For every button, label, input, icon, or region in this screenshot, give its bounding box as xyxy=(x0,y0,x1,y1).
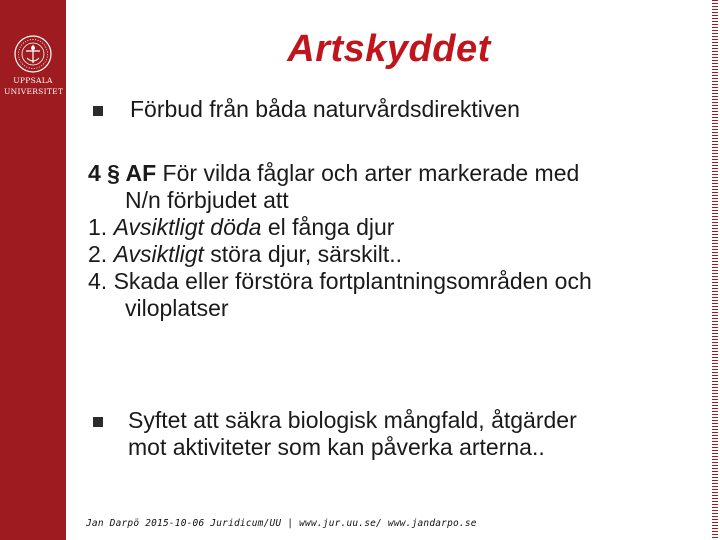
list-item-1-number: 1. xyxy=(88,214,114,240)
bullet-1-text: Förbud från båda naturvårdsdirektiven xyxy=(130,96,520,122)
list-item-1 xyxy=(88,214,703,241)
logo-line-1: UPPSALA xyxy=(13,76,53,85)
law-reference: 4 § AF xyxy=(88,160,157,186)
list-item-2-italic: Avsiktligt xyxy=(113,241,204,267)
slide-title: Artskyddet xyxy=(287,28,491,70)
sidebar xyxy=(0,0,66,540)
seal-icon xyxy=(13,34,53,74)
list-item-4-line-1: 4. Skada eller förstöra fortplantningsområden och xyxy=(88,268,592,294)
bullet-2-line-1: Syftet att säkra biologisk mångfald, åtgärder xyxy=(128,407,577,433)
list-item-1-text: el fånga djur xyxy=(261,214,395,240)
university-logo xyxy=(4,34,62,96)
law-paragraph xyxy=(88,160,703,322)
list-item-4-line-2: viloplatser xyxy=(125,295,229,321)
right-border-decoration xyxy=(712,0,718,540)
para-line-1-text: För vilda fåglar och arter markerade med xyxy=(156,160,580,186)
list-item-2 xyxy=(88,241,703,268)
list-item-2-text: störa djur, särskilt.. xyxy=(203,241,403,267)
list-item-1-italic: Avsiktligt döda xyxy=(113,214,262,240)
bullet-2-line-2: mot aktiviteter som kan påverka arterna.. xyxy=(128,434,545,460)
para-line-2: N/n förbjudet att xyxy=(125,187,289,213)
bullet-square-icon xyxy=(93,106,103,116)
list-item-2-number: 2. xyxy=(88,241,114,267)
bullet-square-icon xyxy=(93,417,103,427)
logo-line-2: UNIVERSITET xyxy=(4,87,64,96)
para-line-1 xyxy=(88,160,703,187)
slide-footer: Jan Darpö 2015-10-06 Juridicum/UU | www.jur.uu.se/ www.jandarpo.se xyxy=(86,518,477,529)
bullet-2-text xyxy=(128,407,688,461)
